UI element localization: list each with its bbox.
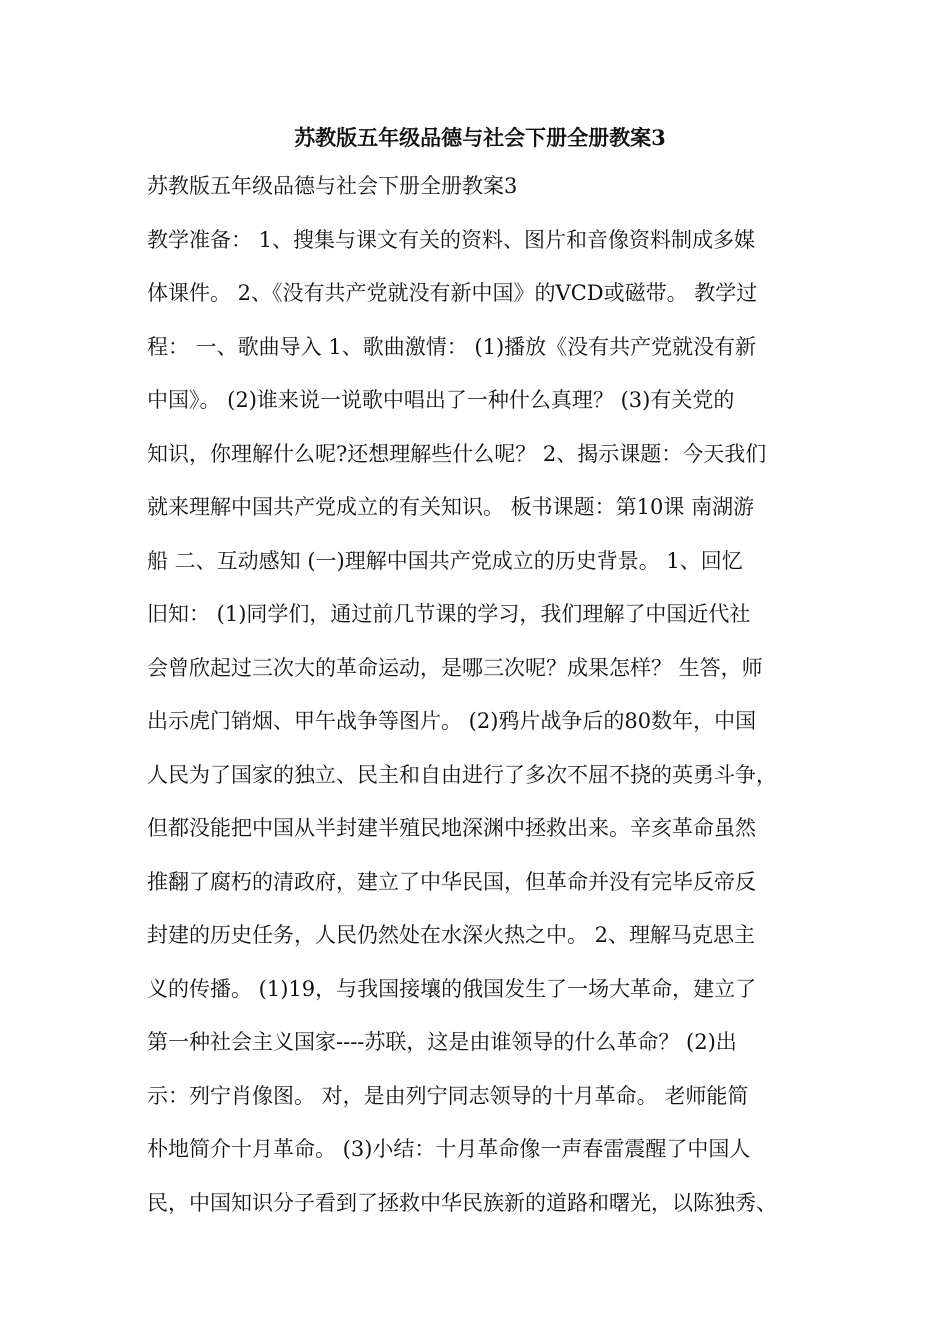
text-line: 推翻了腐朽的清政府，建立了中华民国，但革命并没有完毕反帝反: [147, 869, 756, 894]
text-line: 义的传播。 (1)19，与我国接壤的俄国发生了一场大革命，建立了: [147, 976, 757, 1001]
text-line: 民，中国知识分子看到了拯救中华民族新的道路和曙光，以陈独秀、: [147, 1190, 777, 1215]
text-line: 朴地简介十月革命。 (3)小结：十月革命像一声春雷震醒了中国人: [147, 1137, 751, 1161]
text-line: 人民为了国家的独立、民主和自由进行了多次不屈不挠的英勇斗争，: [147, 762, 777, 787]
text-line: 就来理解中国共产党成立的有关知识。 板书课题：第10课 南湖游: [147, 495, 755, 519]
text-line: 出示虎门销烟、甲午战争等图片。 (2)鸦片战争后的80数年，中国: [147, 709, 757, 733]
text-line: 教学准备： 1、搜集与课文有关的资料、图片和音像资料制成多媒: [147, 227, 756, 252]
text-line: 苏教版五年级品德与社会下册全册教案3: [147, 174, 518, 198]
text-line: 示：列宁肖像图。 对，是由列宁同志领导的十月革命。 老师能简: [147, 1083, 749, 1108]
document-title: 苏教版五年级品德与社会下册全册教案3: [294, 125, 666, 150]
text-line: 程： 一、歌曲导入 1、歌曲激情： (1)播放《没有共产党就没有新: [147, 334, 757, 359]
document-body: [147, 171, 811, 1241]
text-line: 体课件。 2、《没有共产党就没有新中国》的VCD或磁带。 教学过: [147, 281, 758, 305]
text-line: 中国》。 (2)谁来说一说歌中唱出了一种什么真理？ (3)有关党的: [147, 388, 735, 412]
text-line: 但都没能把中国从半封建半殖民地深渊中拯救出来。辛亥革命虽然: [147, 816, 756, 840]
text-line: 知识，你理解什么呢?还想理解些什么呢？ 2、揭示课题：今天我们: [147, 441, 767, 466]
text-line: 船 二、互动感知 (一)理解中国共产党成立的历史背景。 1、回忆: [147, 548, 743, 573]
text-line: 封建的历史任务，人民仍然处在水深火热之中。 2、理解马克思主: [147, 923, 756, 947]
text-line: 第一种社会主义国家----苏联，这是由谁领导的什么革命？ (2)出: [147, 1030, 737, 1054]
text-line: 旧知： (1)同学们，通过前几节课的学习，我们理解了中国近代社: [147, 602, 751, 626]
text-line: 会曾欣起过三次大的革命运动，是哪三次呢？成果怎样？ 生答，师: [147, 655, 763, 680]
